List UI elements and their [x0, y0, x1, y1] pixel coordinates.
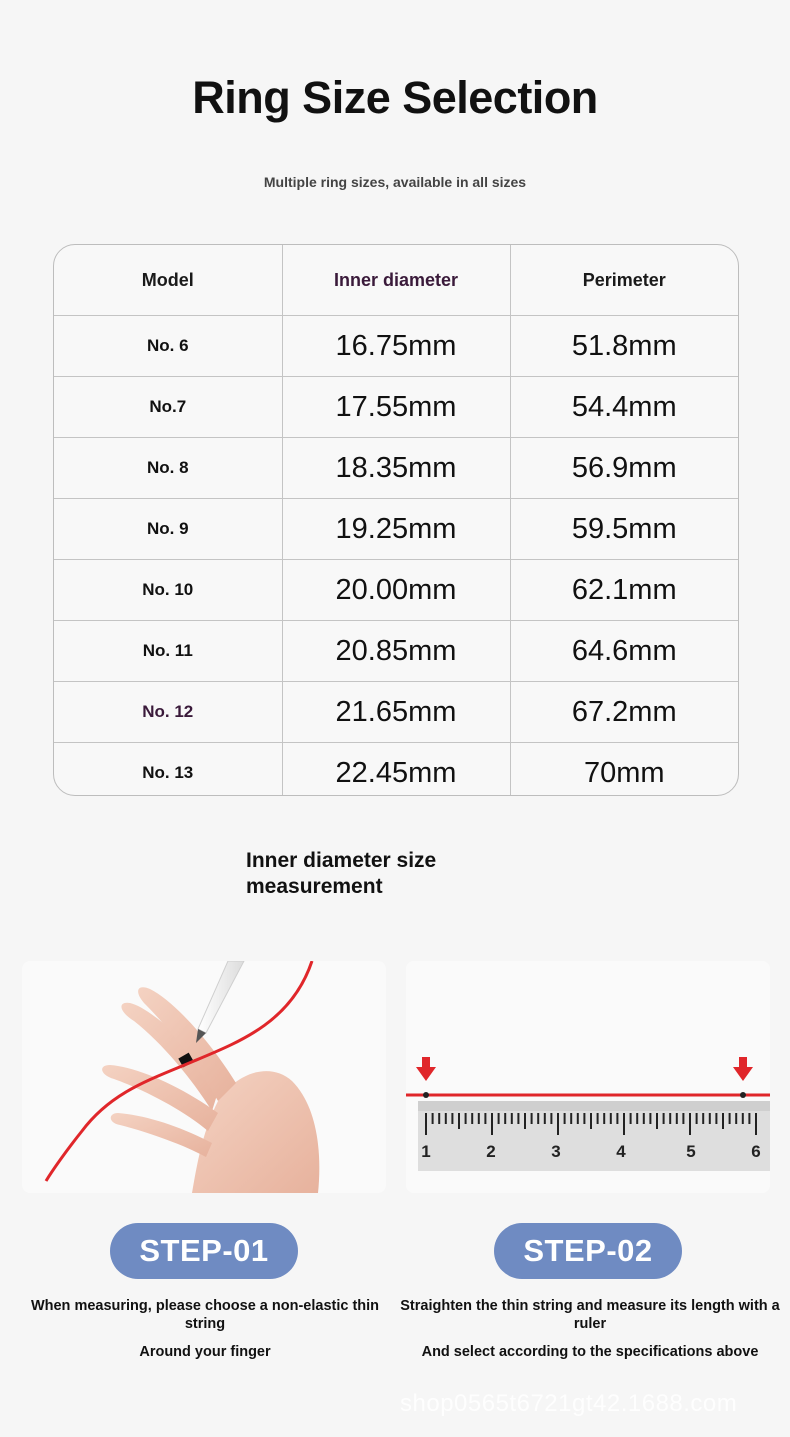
step-02-description: Straighten the thin string and measure its length with a ruler	[400, 1298, 780, 1332]
ruler-label-4: 4	[616, 1142, 626, 1161]
table-row	[54, 377, 738, 438]
ruler-label-3: 3	[551, 1142, 561, 1161]
step-01-badge: STEP-01	[110, 1223, 298, 1279]
perimeter-cell: 70mm	[583, 756, 665, 789]
step-02-note: And select according to the specifications above	[421, 1344, 759, 1360]
table-row	[54, 682, 738, 743]
table-row	[54, 499, 738, 560]
measurement-heading: Inner diameter size measurement	[246, 849, 437, 898]
ruler-label-2: 2	[486, 1142, 496, 1161]
watermark: shop0565t6721gt42.1688.com	[400, 1390, 738, 1417]
ruler-body	[418, 1101, 770, 1171]
model-cell: No. 10	[54, 560, 282, 621]
step-02-illustration	[406, 961, 770, 1193]
perimeter-cell: 51.8mm	[510, 316, 738, 377]
size-table	[54, 245, 738, 796]
column-header-inner-diameter: Inner diameter	[282, 245, 510, 316]
inner-diameter-cell: 17.55mm	[282, 377, 510, 438]
column-header-model: Model	[54, 245, 282, 316]
column-header-perimeter: Perimeter	[510, 245, 738, 316]
hand-with-string-icon	[22, 961, 386, 1193]
step-01-note: Around your finger	[139, 1344, 271, 1360]
ring-size-table	[53, 244, 739, 796]
perimeter-cell: 56.9mm	[510, 438, 738, 499]
inner-diameter-cell: 22.45mm	[282, 743, 510, 797]
model-cell: No. 8	[54, 438, 282, 499]
model-cell: No.7	[54, 377, 282, 438]
model-cell: No. 13	[54, 743, 282, 797]
table-row	[54, 316, 738, 377]
ruler-label-1: 1	[421, 1142, 431, 1161]
table-header-row	[54, 245, 738, 316]
table-row	[54, 743, 738, 797]
ruler-label-5: 5	[686, 1142, 696, 1161]
perimeter-cell: 64.6mm	[510, 621, 738, 682]
page-title: Ring Size Selection	[192, 72, 598, 123]
inner-diameter-cell: 20.00mm	[282, 560, 510, 621]
inner-diameter-cell: 16.75mm	[282, 316, 510, 377]
model-cell: No. 9	[54, 499, 282, 560]
step-02-badge: STEP-02	[494, 1223, 682, 1279]
table-row	[54, 621, 738, 682]
inner-diameter-cell: 18.35mm	[282, 438, 510, 499]
perimeter-cell: 54.4mm	[510, 377, 738, 438]
perimeter-cell: 62.1mm	[510, 560, 738, 621]
step-01-description: When measuring, please choose a non-elastic thin string	[30, 1298, 380, 1332]
inner-diameter-cell: 19.25mm	[282, 499, 510, 560]
step-01-illustration	[22, 961, 386, 1193]
ruler-label-6: 6	[751, 1142, 761, 1161]
model-cell: No. 6	[54, 316, 282, 377]
table-row	[54, 438, 738, 499]
table-row	[54, 560, 738, 621]
perimeter-cell: 59.5mm	[510, 499, 738, 560]
ruler-icon	[406, 961, 770, 1193]
inner-diameter-cell: 21.65mm	[282, 682, 510, 743]
page-subtitle: Multiple ring sizes, available in all sizes	[263, 174, 527, 190]
model-cell: No. 11	[54, 621, 282, 682]
inner-diameter-cell: 20.85mm	[282, 621, 510, 682]
model-cell: No. 12	[54, 682, 282, 743]
perimeter-cell: 67.2mm	[510, 682, 738, 743]
